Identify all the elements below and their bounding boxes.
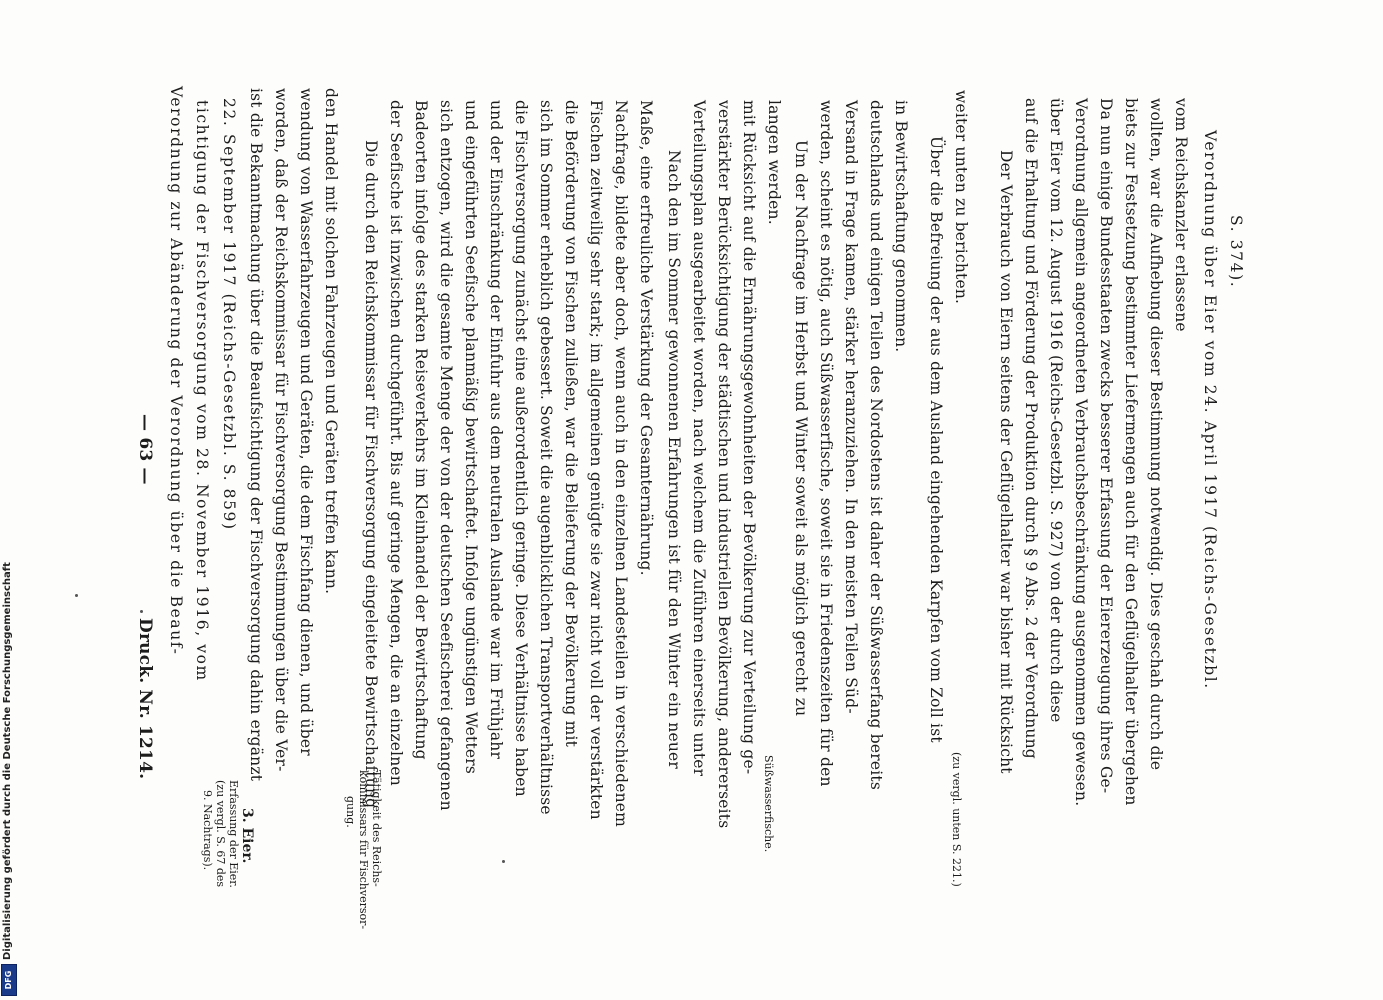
body-line: verstärkter Berücksichtigung der städtischen und industriellen Bevölkerung, andererseits: [715, 100, 733, 829]
body-line: sich entzogen, wird die gesamte Menge der von der deutschen Seefischerei gefangenen: [437, 100, 455, 811]
body-line: Badeorten infolge des starken Reiseverkehrs im Kleinhandel der Bewirtschaftung: [412, 100, 430, 760]
body-line: Der Verbrauch von Eiern seitens der Geflügelhalter war bisher mit Rücksicht: [997, 150, 1015, 774]
margin-note-reichskommissar: Tätigkeit des Reichs- kommissars für Fischversor- gung.: [344, 770, 383, 930]
body-line: Fischen zeitweilig sehr stark; im allgemeinen genügte sie zwar nicht voll der verstärkten: [587, 100, 605, 820]
page-number: — 63 —: [135, 414, 155, 485]
scan-speck: [502, 860, 505, 863]
section2-title-line: S. 374).: [1227, 215, 1245, 289]
funding-credit-text: Digitalisierung gefördert durch die Deutsche Forschungsgemeinschaft: [2, 562, 13, 960]
body-line: die Beförderung von Fischen zuließen, war die Belieferung der Bevölkerung mit: [562, 100, 580, 748]
scan-speck: [75, 594, 78, 597]
body-line: biets zur Festsetzung bestimmter Liefermengen auch für den Geflügelhalter übergehen: [1122, 98, 1140, 806]
body-line: der Seefische ist inzwischen durchgeführt. Bis auf geringe Mengen, die an einzelnen: [387, 100, 405, 786]
margin-reference: (zu vergl. unten S. 221.): [950, 752, 963, 887]
body-line: deutschlands und einigen Teilen des Nordostens ist daher der Süßwasserfang bereits: [867, 100, 885, 790]
margin-note-eier: 3. Eier. Erfassung der Eier. (zu vergl. S. 67 des 9. Nachtrags).: [201, 780, 255, 888]
section1-title-line: Verordnung zur Abänderung der Verordnung über die Beauf-: [167, 86, 185, 656]
body-line: und der Einschränkung der Einfuhr aus dem neutralen Auslande war im Frühjahr: [487, 100, 505, 760]
body-line: Maße, eine erfreuliche Verstärkung der Gesamternährung.: [637, 100, 655, 576]
body-line: über Eier vom 12. August 1916 (Reichs-Gesetzbl. S. 927) von der durch diese: [1047, 98, 1065, 723]
body-line: Um der Nachfrage im Herbst und Winter soweit als möglich gerecht zu: [792, 140, 810, 717]
body-line: vom Reichskanzler erlassene: [1172, 98, 1190, 332]
body-line: Über die Befreiung der aus dem Ausland eingehenden Karpfen vom Zoll ist: [927, 136, 945, 743]
intro-line: wendung von Wasserfahrzeugen und Geräten, die dem Fischfang dienen, und über: [297, 88, 315, 756]
margin-note-suesswasserfische: Süßwasserfische.: [762, 755, 775, 853]
body-line: in Bewirtschaftung genommen.: [892, 100, 910, 353]
scan-speck: [140, 610, 143, 613]
section1-title-line: 22. September 1917 (Reichs-Gesetzbl. S. 859): [220, 98, 238, 531]
body-line: Verordnung allgemein angeordneten Verbrauchsbeschränkung ausgenommen gewesen.: [1072, 98, 1090, 807]
body-line: weiter unten zu berichten.: [952, 90, 970, 305]
body-line: Da nun einige Bundesstaaten zwecks besserer Erfassung der Eiererzeugung ihres Ge-: [1097, 98, 1115, 794]
body-line: sich im Sommer erheblich gebessert. Soweit die augenblicklichen Transportverhältnisse: [537, 100, 555, 815]
body-line: Verteilungsplan ausgearbeitet worden, nach welchem die Zuführen einerseits unter: [690, 100, 708, 777]
body-line: langen werden.: [765, 100, 783, 225]
body-line: Nach den im Sommer gewonnenen Erfahrungen ist für den Winter ein neuer: [665, 150, 683, 770]
body-line: auf die Erhaltung und Förderung der Produktion durch § 9 Abs. 2 der Verordnung: [1022, 98, 1040, 759]
body-line: Die durch den Reichskommissar für Fischversorgung eingeleitete Bewirtschaftung: [362, 140, 380, 809]
body-line: die Fischversorgung zunächst eine außerordentlich geringe. Diese Verhältnisse haben: [512, 100, 530, 797]
dfg-logo: DFG: [1, 964, 17, 996]
body-line: mit Rücksicht auf die Ernährungsgewohnheiten der Bevölkerung zur Verteilung ge-: [740, 100, 758, 775]
section1-title-line: tichtigung der Fischversorgung vom 28. November 1916, vom: [193, 100, 211, 682]
body-line: und eingeführten Seefische planmäßig bewirtschaftet. Infolge ungünstigen Wetters: [462, 100, 480, 775]
print-number: Druck. Nr. 1214.: [135, 618, 155, 780]
body-line: Nachfrage, bildete aber doch, wenn auch in den einzelnen Landesteilen in verschiedenem: [612, 100, 630, 828]
intro-line: den Handel mit solchen Fahrzeugen und Geräten treffen kann.: [322, 88, 340, 595]
body-line: Versand in Frage kamen, stärker heranzuziehen. In den meisten Teilen Süd-: [842, 100, 860, 714]
digitization-credit: [0, 0, 16, 1000]
section2-title-line: Verordnung über Eier vom 24. April 1917 (Reichs-Gesetzbl.: [1201, 130, 1219, 690]
intro-line: worden, daß der Reichskommissar für Fischversorgung Bestimmungen über die Ver-: [272, 88, 290, 772]
body-line: wollten, war die Aufhebung dieser Bestimmung notwendig. Dies geschah durch die: [1147, 98, 1165, 771]
intro-line: ist die Bekanntmachung über die Beaufsichtigung der Fischversorgung dahin ergänzt: [247, 88, 265, 782]
body-line: werden, scheint es nötig, auch Süßwasserfische, soweit sie in Friedenszeiten für den: [817, 100, 835, 787]
